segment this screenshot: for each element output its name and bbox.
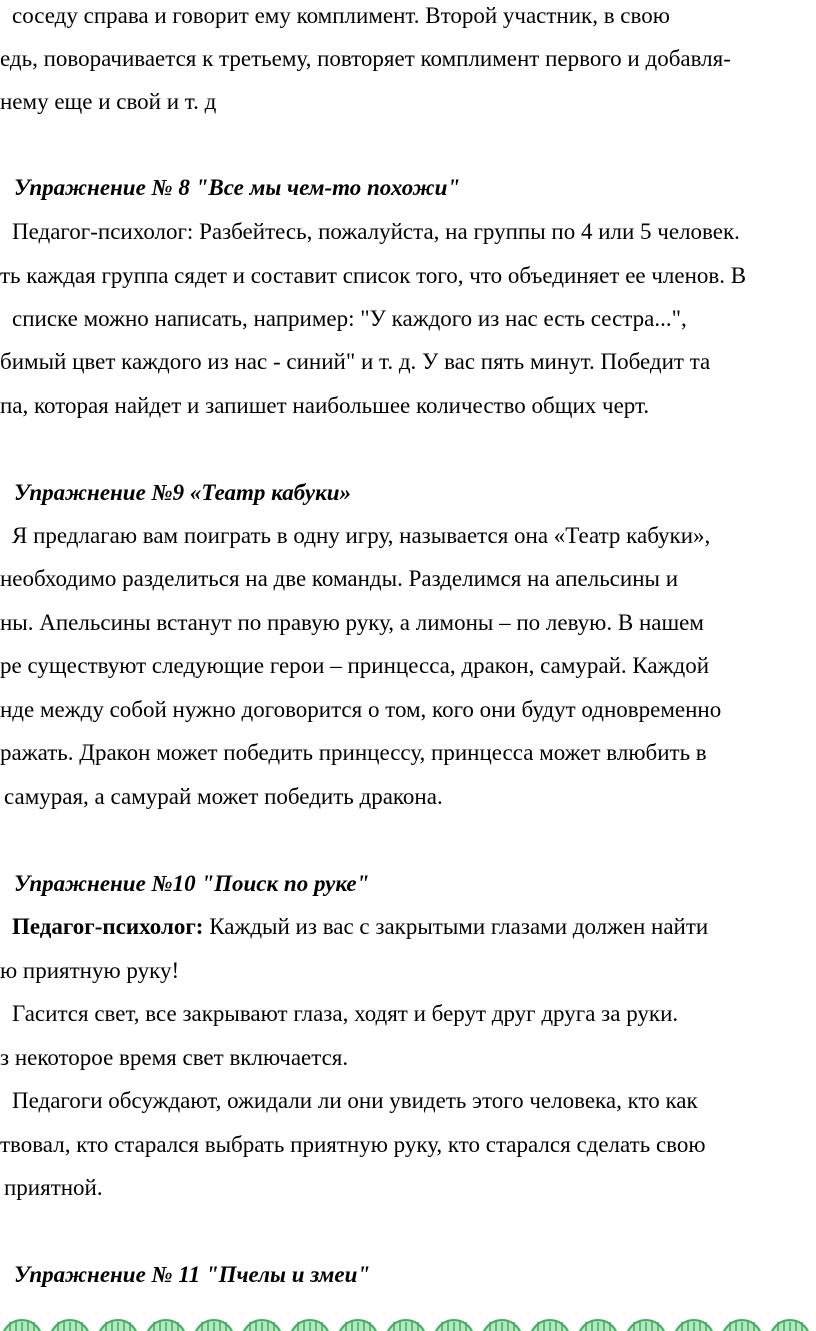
- section-heading: Упражнение № 11 "Пчелы и змеи": [14, 1262, 371, 1287]
- text-line: Педагог-психолог: Разбейтесь, пожалуйста, на группы по 4 или 5 человек.: [12, 219, 740, 244]
- text-line: соседу справа и говорит ему комплимент. Второй участник, в свою: [12, 3, 670, 28]
- text-line: необходимо разделиться на две команды. Разделимся на апельсины и: [0, 566, 679, 591]
- section-heading: Упражнение №9 «Театр кабуки»: [14, 480, 352, 505]
- decorative-border: [0, 1318, 816, 1331]
- text-line: приятной.: [4, 1175, 103, 1200]
- section-heading: Упражнение №10 "Поиск по руке": [14, 871, 370, 896]
- text-line: ю приятную руку!: [0, 958, 180, 983]
- text-span: Каждый из вас с закрытыми глазами должен найти: [203, 914, 709, 939]
- speaker-label: Педагог-психолог:: [12, 914, 204, 939]
- text-line: па, которая найдет и запишет наибольшее количество общих черт.: [0, 393, 650, 418]
- text-line: списке можно написать, например: "У каждого из нас есть сестра...",: [12, 306, 687, 331]
- text-line: твовал, кто старался выбрать приятную руку, кто старался сделать свою: [0, 1132, 706, 1157]
- text-line: нему еще и свой и т. д: [0, 89, 217, 114]
- text-line: Гасится свет, все закрывают глаза, ходят и берут друг друга за руки.: [12, 1001, 679, 1026]
- text-line: Педагоги обсуждают, ожидали ли они увидеть этого человека, кто как: [12, 1088, 698, 1113]
- text-line: едь, поворачивается к третьему, повторяет комплимент первого и добавля-: [0, 46, 731, 71]
- text-line: бимый цвет каждого из нас - синий" и т. д. У вас пять минут. Победит та: [0, 349, 711, 374]
- text-line: ре существуют следующие герои – принцесса, дракон, самурай. Каждой: [0, 653, 710, 678]
- text-line: самурая, а самурай может победить дракона.: [4, 784, 443, 809]
- text-line: з некоторое время свет включается.: [0, 1045, 349, 1070]
- text-line: Я предлагаю вам поиграть в одну игру, называется она «Театр кабуки»,: [12, 523, 711, 548]
- text-line: ть каждая группа сядет и составит список того, что объединяет ее членов. В: [0, 263, 747, 288]
- section-heading: Упражнение № 8 "Все мы чем-то похожи": [14, 175, 461, 200]
- border-pattern-icon: [0, 1318, 816, 1331]
- text-line: нде между собой нужно договорится о том, кого они будут одновременно: [0, 697, 722, 722]
- text-line: [12, 913, 708, 941]
- text-line: ны. Апельсины встанут по правую руку, а лимоны – по левую. В нашем: [0, 610, 704, 635]
- text-line: ражать. Дракон может победить принцессу, принцесса может влюбить в: [0, 740, 707, 765]
